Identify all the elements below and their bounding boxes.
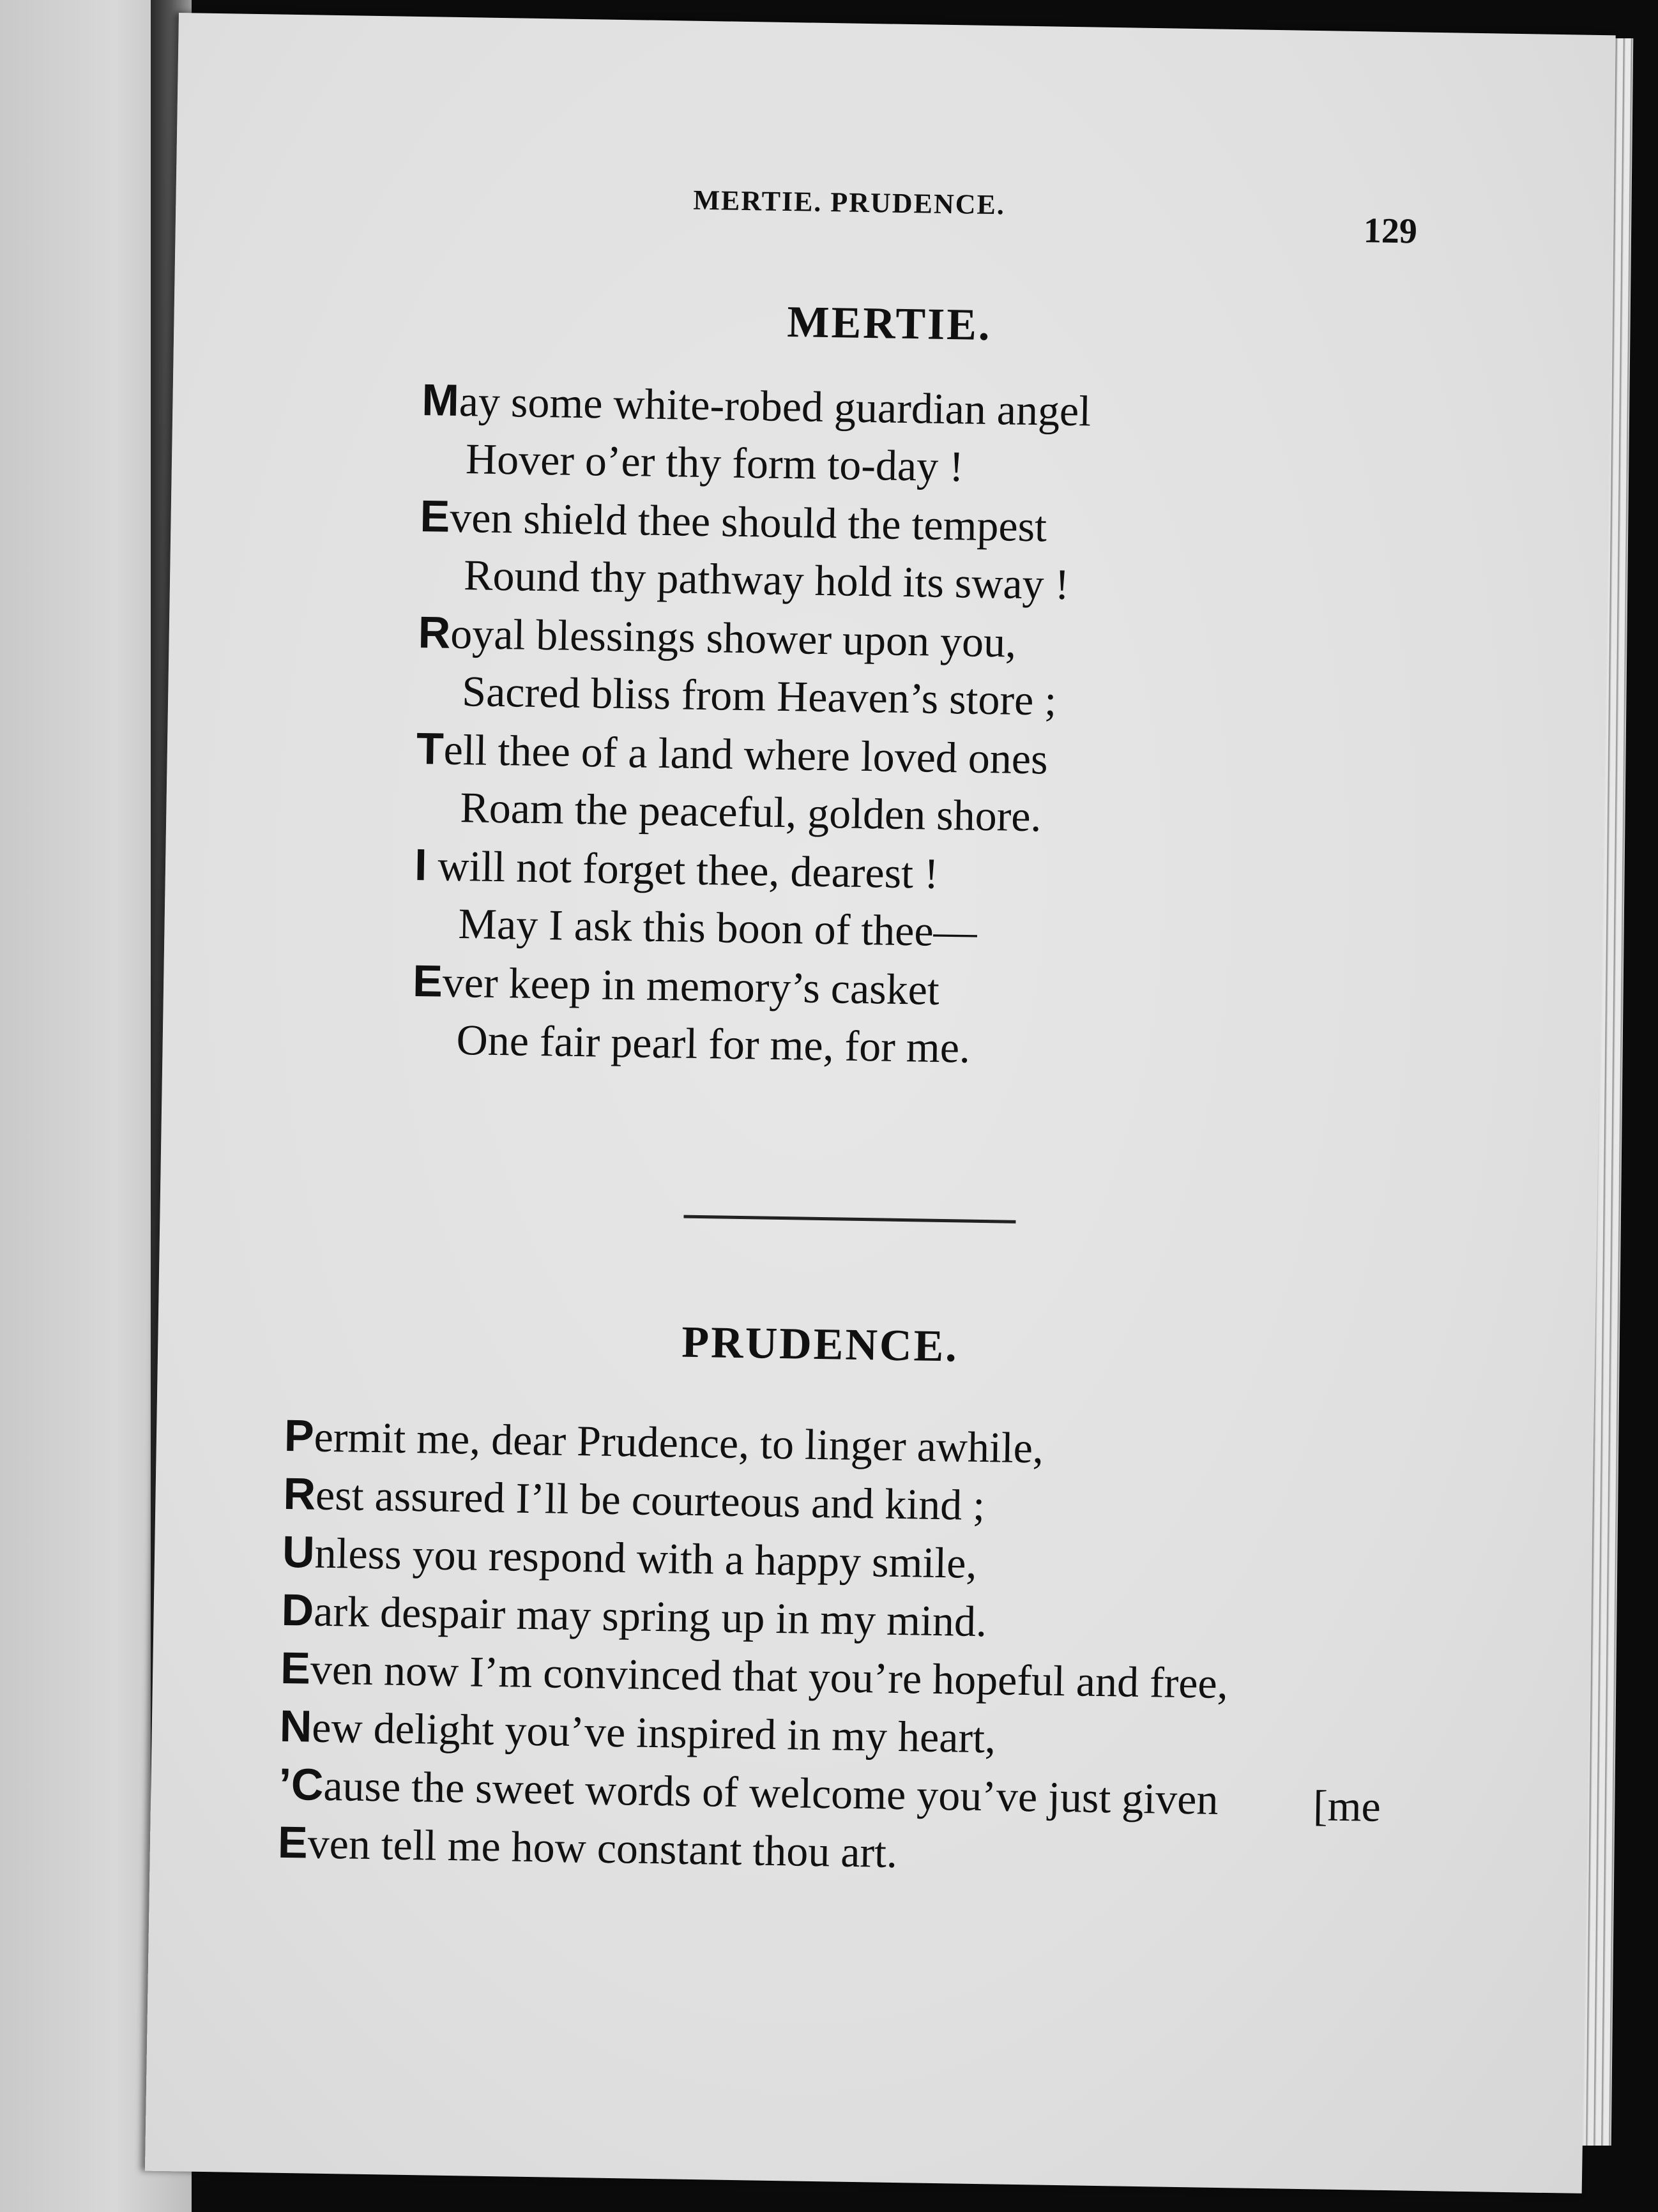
- line-text: Roam the peaceful, golden shore.: [459, 783, 1042, 841]
- poem-line: [415, 778, 1085, 846]
- line-text: One fair pearl for me, for me.: [456, 1015, 971, 1072]
- page-number: 129: [1363, 211, 1418, 252]
- line-text: ven shield thee should the tempest: [449, 492, 1047, 551]
- line-text: ver keep in memory’s casket: [442, 957, 940, 1014]
- poem-line: [413, 894, 1083, 962]
- acrostic-initial: T: [416, 723, 445, 774]
- line-text: May I ask this boon of thee—: [458, 899, 978, 956]
- poem-line: [416, 720, 1086, 788]
- acrostic-initial: P: [284, 1410, 315, 1461]
- acrostic-initial: I: [414, 839, 428, 890]
- line-text: ark despair may spring up in my mind.: [313, 1586, 987, 1646]
- acrostic-initial: N: [279, 1701, 313, 1752]
- line-text: will not forget thee, dearest !: [426, 841, 939, 898]
- section-divider: [683, 1215, 1015, 1223]
- line-text: est assured I’ll be courteous and kind ;: [315, 1470, 985, 1530]
- poem-line: [420, 429, 1090, 497]
- poem-line: [418, 603, 1088, 672]
- line-text: ell thee of a land where loved ones: [443, 725, 1049, 784]
- acrostic-initial: ’C: [278, 1759, 324, 1810]
- acrostic-initial: R: [282, 1468, 316, 1519]
- acrostic-initial: E: [420, 491, 450, 542]
- line-text: ven now I’m convinced that you’re hopeful and free,: [310, 1644, 1229, 1708]
- line-text: nless you respond with a happy smile,: [314, 1528, 978, 1587]
- acrostic-initial: E: [412, 955, 443, 1006]
- turnover-word: [me: [1312, 1781, 1381, 1831]
- line-text: ew delight you’ve inspired in my heart,: [311, 1702, 996, 1762]
- acrostic-initial: D: [281, 1584, 314, 1635]
- acrostic-initial: R: [418, 607, 451, 658]
- poem-line: [414, 836, 1084, 904]
- poem-mertie: [411, 371, 1091, 1079]
- line-text: Hover o’er thy form to-day !: [465, 434, 964, 491]
- line-text: ermit me, dear Prudence, to linger awhile,: [314, 1412, 1044, 1473]
- poem-line: [417, 662, 1087, 730]
- poem-line: [420, 487, 1090, 556]
- book-page: [145, 13, 1616, 2193]
- poem-title-prudence: PRUDENCE.: [681, 1317, 959, 1372]
- line-text: ause the sweet words of welcome you’ve just given: [323, 1761, 1219, 1824]
- acrostic-initial: E: [280, 1642, 311, 1693]
- poem-line: [413, 952, 1083, 1020]
- line-text: Round thy pathway hold its sway !: [463, 550, 1070, 609]
- poem-title-mertie: MERTIE.: [786, 298, 993, 351]
- poem-line: [419, 545, 1089, 614]
- line-text: ven tell me how constant thou art.: [307, 1819, 898, 1877]
- acrostic-initial: M: [421, 375, 460, 425]
- line-text: Sacred bliss from Heaven’s store ;: [461, 667, 1057, 725]
- poem-prudence: [277, 1407, 1232, 1886]
- acrostic-initial: U: [282, 1526, 316, 1577]
- poem-line: [422, 371, 1091, 439]
- running-head: MERTIE. PRUDENCE.: [693, 184, 1006, 221]
- poem-line: [411, 1010, 1081, 1079]
- line-text: oyal blessings shower upon you,: [450, 609, 1017, 667]
- acrostic-initial: E: [277, 1817, 308, 1868]
- line-text: ay some white-robed guardian angel: [459, 376, 1091, 436]
